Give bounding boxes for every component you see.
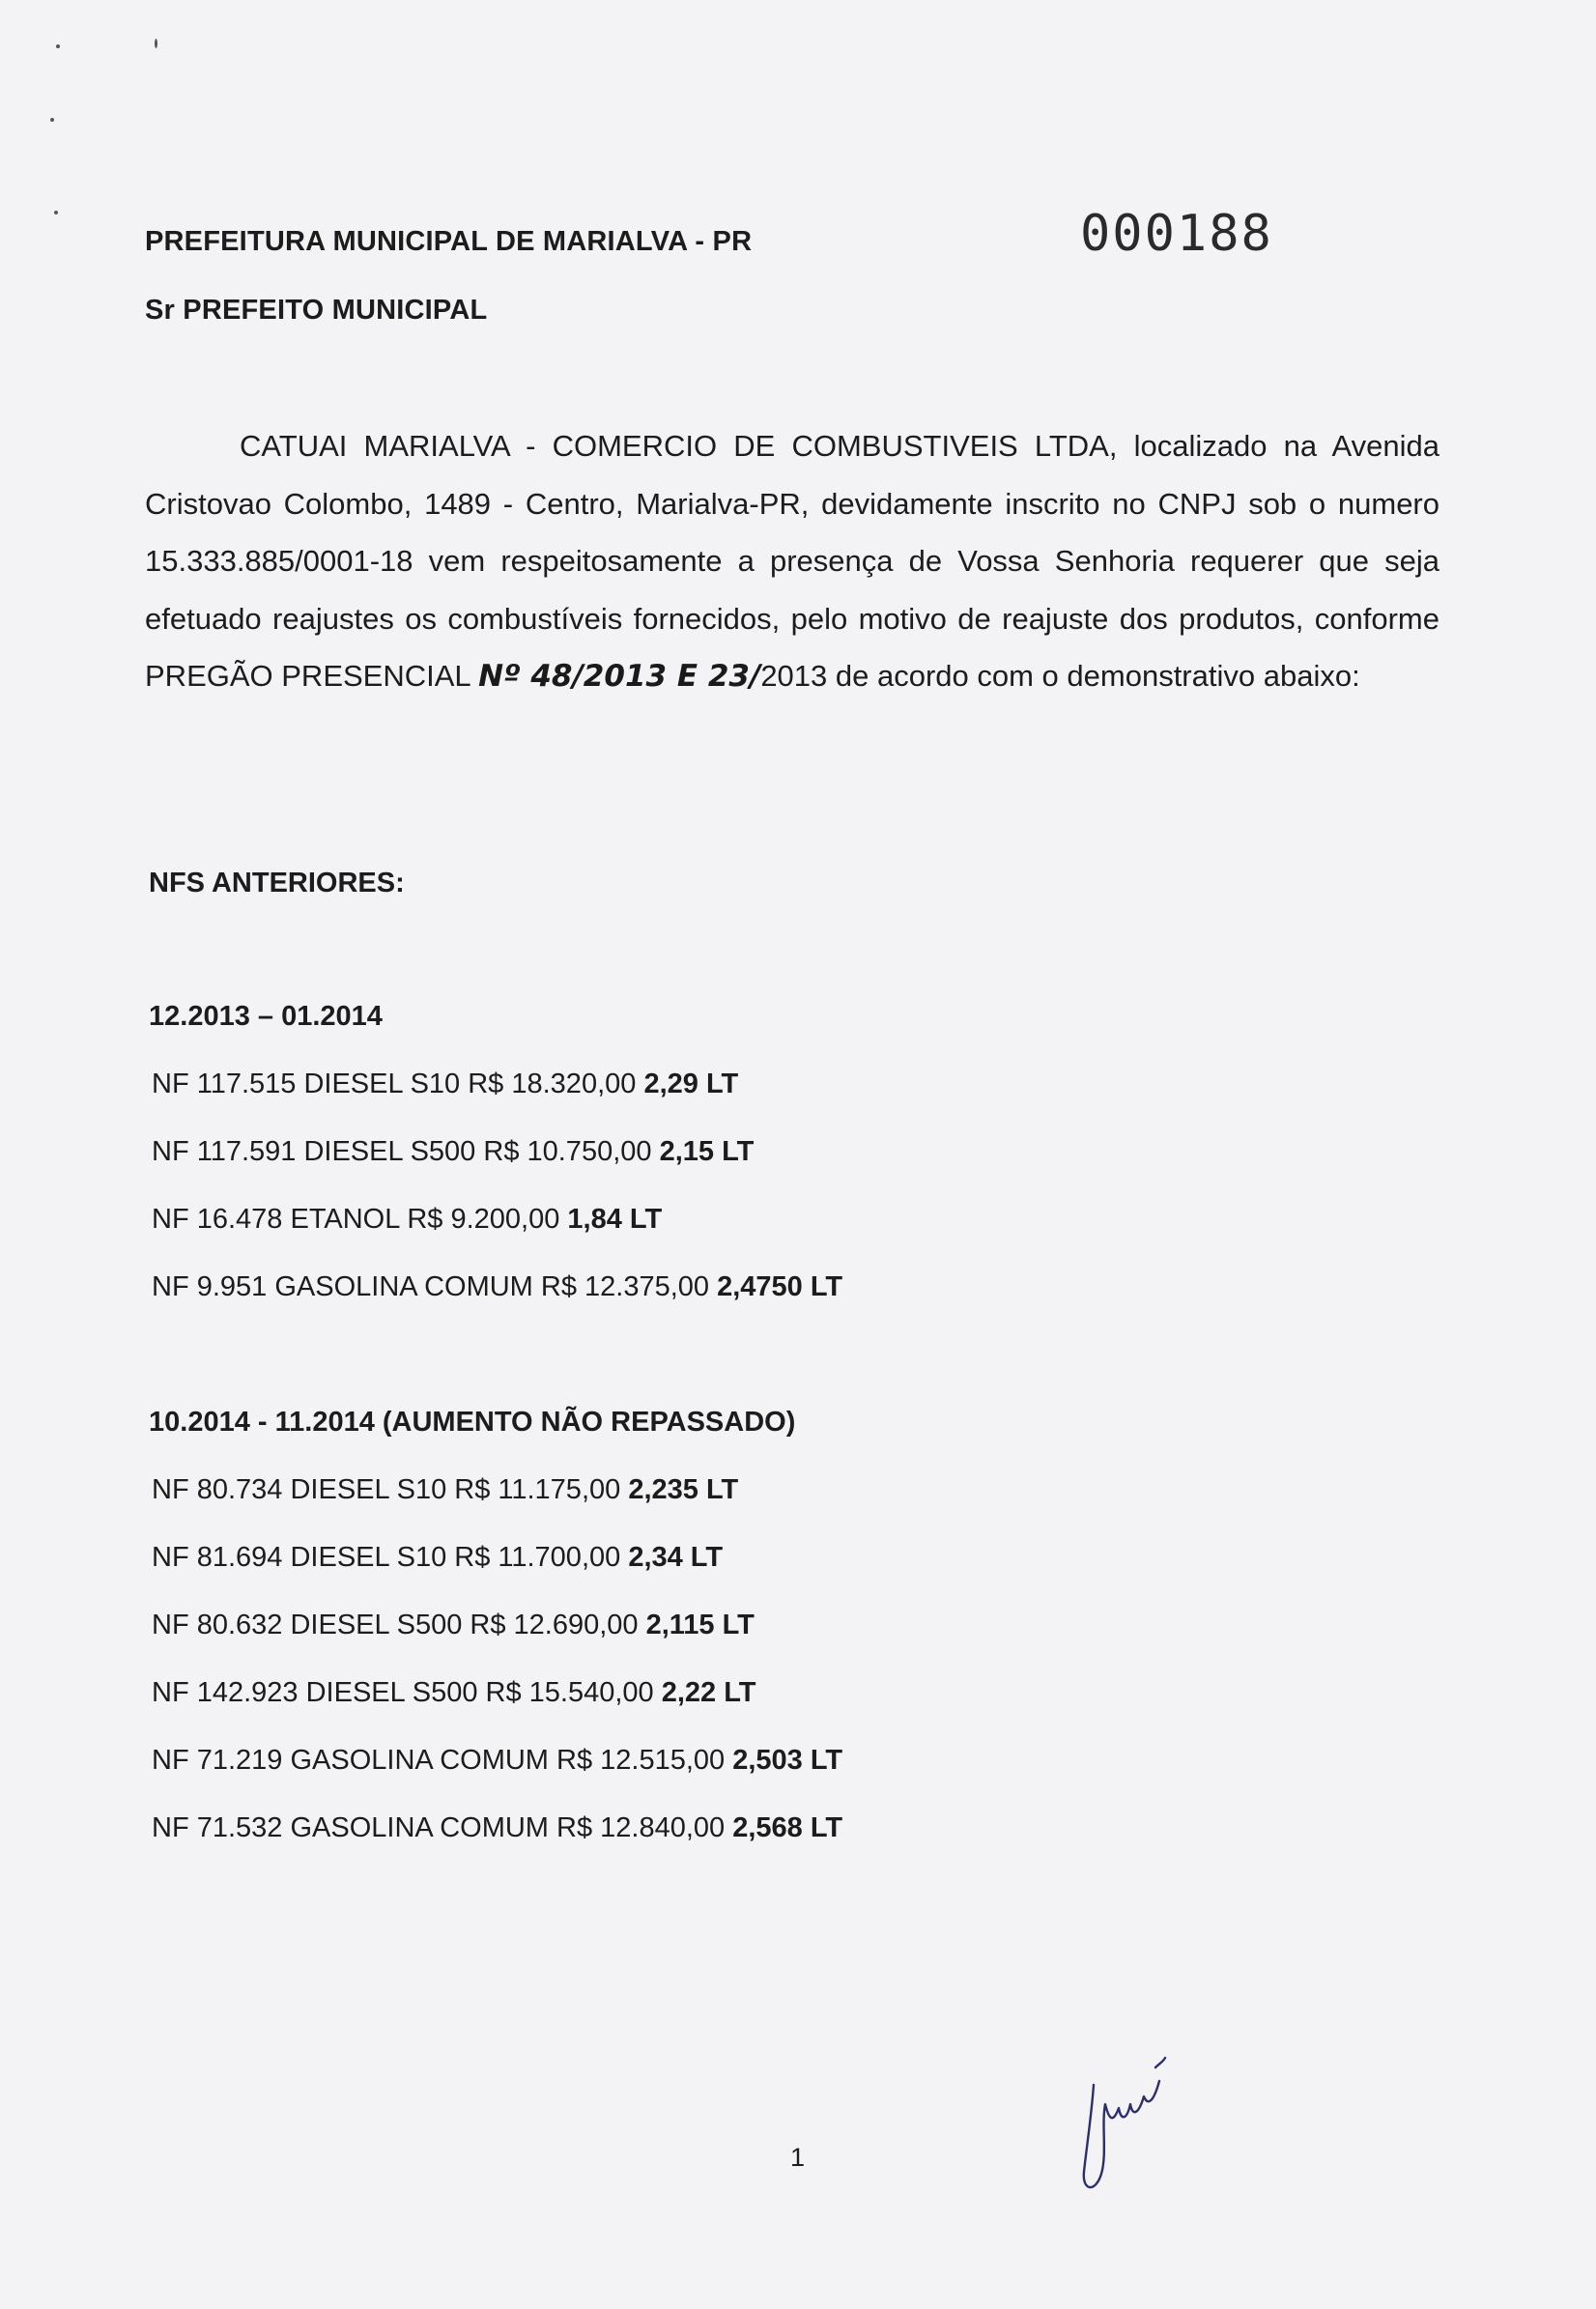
invoice-text: NF 16.478 ETANOL R$ 9.200,00: [152, 1204, 568, 1235]
price-per-liter: 2,568 LT: [732, 1812, 843, 1843]
invoice-row: [152, 1610, 755, 1641]
scan-speck: [155, 39, 157, 48]
paragraph-text-end: 2013 de acordo com o demonstrativo abaixo:: [760, 659, 1360, 693]
price-per-liter: 1,84 LT: [567, 1204, 663, 1235]
price-per-liter: 2,15 LT: [659, 1136, 755, 1167]
invoice-text: NF 117.515 DIESEL S10 R$ 18.320,00: [152, 1069, 644, 1099]
invoice-text: NF 142.923 DIESEL S500 R$ 15.540,00: [152, 1677, 662, 1708]
scan-speck: [50, 118, 54, 122]
invoice-row: [152, 1474, 738, 1506]
invoice-text: NF 80.632 DIESEL S500 R$ 12.690,00: [152, 1610, 646, 1640]
price-per-liter: 2,503 LT: [732, 1745, 843, 1776]
invoice-row: [152, 1271, 842, 1303]
invoice-row: [152, 1812, 842, 1844]
scan-speck: [56, 44, 60, 48]
paragraph-text-start: CATUAI MARIALVA - COMERCIO DE COMBUSTIVEIS LTDA, localizado na Avenida Cristovao Colombo, 1489 - Centro, Marialva-PR, devidamente inscrito no CNPJ sob o numero 15.333.885/0001-18 vem respeitosamente a presença de Vossa Senhoria requerer que seja efetuado reajustes os combustíveis fornecidos, pelo motivo de reajuste dos produtos, conforme PREGÃO PRESENCIAL: [145, 429, 1439, 693]
institution-heading: PREFEITURA MUNICIPAL DE MARIALVA - PR: [145, 226, 753, 257]
invoice-text: NF 80.734 DIESEL S10 R$ 11.175,00: [152, 1474, 629, 1505]
page-stamp-number: 000188: [1080, 205, 1273, 263]
invoice-row: [152, 1542, 723, 1574]
invoice-row: [152, 1677, 756, 1709]
price-per-liter: 2,29 LT: [643, 1069, 739, 1099]
handwritten-signature: [1072, 2046, 1227, 2201]
request-paragraph: [145, 417, 1439, 706]
invoice-text: NF 71.219 GASOLINA COMUM R$ 12.515,00: [152, 1745, 733, 1776]
period-heading: 10.2014 - 11.2014 (AUMENTO NÃO REPASSADO): [149, 1407, 796, 1438]
invoice-text: NF 71.532 GASOLINA COMUM R$ 12.840,00: [152, 1812, 733, 1843]
period-heading: 12.2013 – 01.2014: [149, 1001, 383, 1032]
price-per-liter: 2,34 LT: [628, 1542, 724, 1573]
invoice-row: [152, 1204, 662, 1236]
invoice-row: [152, 1745, 842, 1777]
nfs-section-title: NFS ANTERIORES:: [149, 868, 405, 898]
price-per-liter: 2,22 LT: [661, 1677, 756, 1708]
invoice-row: [152, 1136, 754, 1168]
invoice-text: NF 81.694 DIESEL S10 R$ 11.700,00: [152, 1542, 629, 1573]
price-per-liter: 2,4750 LT: [717, 1271, 843, 1302]
invoice-row: [152, 1069, 738, 1100]
addressee-heading: Sr PREFEITO MUNICIPAL: [145, 295, 488, 326]
invoice-text: NF 9.951 GASOLINA COMUM R$ 12.375,00: [152, 1271, 718, 1302]
price-per-liter: 2,235 LT: [628, 1474, 739, 1505]
scan-speck: [54, 211, 58, 214]
handwritten-reference: Nº 48/2013 E 23/: [478, 659, 761, 694]
price-per-liter: 2,115 LT: [645, 1610, 755, 1640]
page-number: 1: [790, 2143, 806, 2172]
invoice-text: NF 117.591 DIESEL S500 R$ 10.750,00: [152, 1136, 660, 1167]
